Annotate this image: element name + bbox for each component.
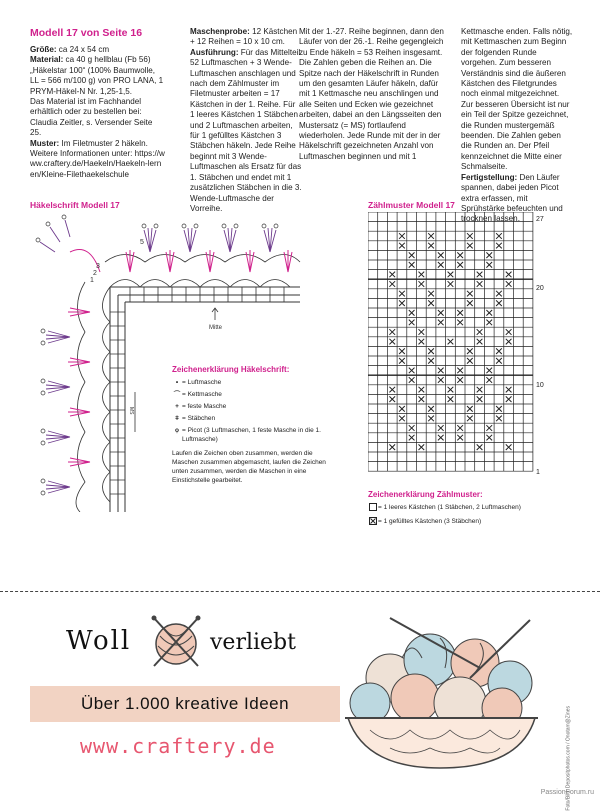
filled-box <box>467 416 473 422</box>
filled-box <box>399 348 405 354</box>
filled-box <box>457 252 463 258</box>
row-label: 20 <box>536 285 544 292</box>
legend-item: = 1 gefülltes Kästchen (3 Stäbchen) <box>368 517 548 528</box>
filled-box <box>486 435 492 441</box>
filled-box <box>419 444 425 450</box>
filled-box <box>496 291 502 297</box>
text-column-4: Kettmasche enden. Falls nötig, mit Kettmaschen zum Beginn der folgenden Runde vorgehen. Zum besseren Verständnis sind die äußeren Kästchen des Filetgrundes noch einmal mitgezeichnet. Zur besseren Übersicht ist nur ein Teil der Spitze gezeichnet, die Runden mustergemäß beenden. Die Zahlen geben die Runden an. Der Pfeil kennzeichnet die Mitte einer Schmalseite. Fertigstellung: Den Läufer spannen, dabei jeden Picot extra erfassen, mit Sprühstärke befeuchten und trocknen lassen. <box>461 27 573 224</box>
filled-box <box>428 300 434 306</box>
filled-box <box>457 262 463 268</box>
brand-woll: Woll <box>66 626 132 656</box>
legend-item: ǂ = Stäbchen <box>172 414 332 423</box>
filled-box <box>457 320 463 326</box>
filled-box <box>477 396 483 402</box>
filled-box <box>438 320 444 326</box>
website-link[interactable]: www.craftery.de <box>80 734 276 758</box>
filled-box <box>486 262 492 268</box>
model-title: Modell 17 von Seite 16 <box>30 27 143 39</box>
filled-box <box>399 416 405 422</box>
filled-box <box>457 425 463 431</box>
filled-box <box>448 387 454 393</box>
filled-box <box>428 416 434 422</box>
count-legend <box>368 490 548 531</box>
filled-box <box>467 233 473 239</box>
filled-box <box>457 377 463 383</box>
filled-box <box>486 310 492 316</box>
filled-box <box>428 358 434 364</box>
filled-box <box>467 358 473 364</box>
filled-box <box>409 320 415 326</box>
filled-box <box>496 233 502 239</box>
filled-box <box>477 387 483 393</box>
filled-box <box>496 406 502 412</box>
filled-box <box>486 377 492 383</box>
filled-box <box>409 262 415 268</box>
mitte-label: Mitte <box>209 325 223 331</box>
filled-box <box>477 281 483 287</box>
filled-box <box>448 272 454 278</box>
filled-box <box>409 310 415 316</box>
filled-box <box>438 310 444 316</box>
filled-box <box>457 310 463 316</box>
filled-box <box>419 272 425 278</box>
filled-box <box>409 252 415 258</box>
legend-item: ⌒ = Kettmasche <box>173 391 222 398</box>
text-column-1: Modell 17 von Seite 16 Größe: ca 24 x 54 cm Material: ca 40 g hellblau (Fb 56) „Häkelstar 100“ (100% Baumwolle, LL = 566 m/100 g) von PRO LANA, 1 PRYM-Häkel-N Nr. 1,25-1,5. Das Material ist im Fachhandel erhältlich oder zu bestellen bei: Claudia Zeitler, s. Versender Seite 25. Muster: Im Filetmuster 2 häkeln. Weitere Informationen unter: https://www.craftery.de/Haekeln/Haekeln-lernen/Kleine-Filethaekelschule <box>30 27 165 179</box>
filled-box <box>506 387 512 393</box>
filled-box <box>438 252 444 258</box>
filled-box <box>448 339 454 345</box>
filled-box <box>438 425 444 431</box>
filled-box <box>506 339 512 345</box>
filled-box <box>399 406 405 412</box>
picot-icon: ọ <box>175 427 179 434</box>
filled-box <box>477 329 483 335</box>
filled-box <box>438 262 444 268</box>
filled-box <box>477 272 483 278</box>
info-link: Weitere Informationen unter: https://www.craftery.de/Haekeln/Haekeln-lernen/Kleine-Filethaekelschule <box>30 149 165 179</box>
filled-box <box>506 272 512 278</box>
photo-credit: Foto/Bild: Depositphotos.com / Onotam@Zines <box>566 706 572 811</box>
slogan-banner: Über 1.000 kreative Ideen <box>30 686 340 722</box>
filled-box <box>419 387 425 393</box>
filled-box <box>428 243 434 249</box>
single-crochet-icon: + <box>175 403 179 410</box>
count-chart <box>368 212 548 474</box>
filled-box-icon <box>368 517 378 528</box>
filled-box <box>477 444 483 450</box>
filled-box <box>399 233 405 239</box>
crochet-chart-title: Häkelschrift Modell 17 <box>30 200 120 210</box>
filled-box <box>477 339 483 345</box>
filled-box <box>438 435 444 441</box>
filled-box <box>419 339 425 345</box>
legend-item: ọ = Picot (3 Luftmaschen, 1 feste Masche in die 1. Luftmasche) <box>172 426 332 444</box>
double-crochet-icon: ǂ <box>175 415 179 422</box>
filled-box <box>486 425 492 431</box>
filled-box <box>496 348 502 354</box>
filled-box <box>467 406 473 412</box>
filled-box <box>389 329 395 335</box>
filled-box <box>389 339 395 345</box>
filled-box <box>496 416 502 422</box>
round-label: 2 <box>93 270 97 277</box>
filled-box <box>448 396 454 402</box>
filled-box <box>506 281 512 287</box>
filled-box <box>467 300 473 306</box>
filled-box <box>506 444 512 450</box>
filled-box <box>419 281 425 287</box>
filled-box <box>389 444 395 450</box>
round-label: 5 <box>140 239 144 246</box>
round-label: 1 <box>90 277 94 284</box>
filled-box <box>467 291 473 297</box>
ms-label: MS <box>128 407 134 415</box>
filled-box <box>428 406 434 412</box>
filled-box <box>438 377 444 383</box>
filled-box <box>496 243 502 249</box>
filled-box <box>409 425 415 431</box>
filled-box <box>409 377 415 383</box>
row-label: 1 <box>536 469 540 474</box>
filled-box <box>457 368 463 374</box>
filled-box <box>409 435 415 441</box>
legend-item: + = feste Masche <box>172 402 332 411</box>
filled-box <box>399 300 405 306</box>
legend-note: Laufen die Zeichen oben zusammen, werden die Maschen zusammen abgemascht, laufen die Zeichen unten zusammen, werden die Maschen in eine Einstichstelle gearbeitet. <box>172 450 326 484</box>
text-column-2: Maschenprobe: 12 Kästchen + 12 Reihen = 10 x 10 cm. Ausführung: Für das Mittelteil 52 Luftmaschen + 3 Wende-Luftmaschen anschlagen und nach dem Zählmuster im Filetmuster arbeiten = 17 Kästchen in der 1. Reihe. Für 1 leeres Kästchen 1 Stäbchen und 2 Luftmaschen arbeiten, für 1 gefülltes Kästchen 3 Stäbchen häkeln. Jede Reihe beginnt mit 3 Wende-Luftmaschen als Ersatz für das 1. Stäbchen und endet mit 1 zusätzlichen Stäbchen in die 3. Wende-Luftmasche der Vorreihe. <box>190 27 302 213</box>
filled-box <box>467 243 473 249</box>
legend-item: • = Luftmasche <box>172 378 332 387</box>
filled-box <box>506 329 512 335</box>
filled-box <box>448 281 454 287</box>
filled-box <box>486 368 492 374</box>
filled-box <box>389 272 395 278</box>
divider <box>0 591 600 592</box>
filled-box <box>428 233 434 239</box>
filled-box <box>457 435 463 441</box>
filled-box <box>399 291 405 297</box>
filled-box <box>467 348 473 354</box>
filled-box <box>496 300 502 306</box>
yarn-ball-icon <box>148 614 204 670</box>
footer-watermark: PassionForum.ru <box>540 789 594 796</box>
filled-box <box>389 387 395 393</box>
chain-stitch-icon: • <box>175 379 179 386</box>
crochet-legend-title: Zeichenerklärung Häkelschrift: <box>172 365 290 374</box>
count-legend-title: Zeichenerklärung Zählmuster: <box>368 490 483 499</box>
filled-box <box>389 281 395 287</box>
filled-box <box>496 358 502 364</box>
filled-box <box>438 368 444 374</box>
text-column-3: Mit der 1.-27. Reihe beginnen, dann den Läufer von der 26.-1. Reihe gegengleich zu Ende häkeln = 53 Reihen insgesamt. Die Zahlen geben die Reihen an. Die Spitze nach der Häkelschrift in Runden um den gesamten Läufer häkeln, dafür mit 1 Kettmasche neu anschlingen und alle Seiten und Ecken wie gezeichnet arbeiten, dabei an den Längsseiten den Mustersatz (= MS) fortlaufend wiederholen. Jede Runde mit der in der Häkelschrift gezeichneten Anzahl von Luftmaschen beginnen und mit 1 <box>299 27 444 161</box>
round-label: 3 <box>96 263 100 270</box>
legend-item: = 1 leeres Kästchen (1 Stäbchen, 2 Luftmaschen) <box>368 503 548 514</box>
filled-box <box>486 320 492 326</box>
count-chart-title: Zählmuster Modell 17 <box>368 200 455 210</box>
row-label: 27 <box>536 216 544 223</box>
filled-box <box>506 396 512 402</box>
filled-box <box>419 329 425 335</box>
empty-box-icon <box>368 503 378 514</box>
filled-box <box>409 368 415 374</box>
slip-stitch-icon: ⌒ <box>173 391 181 398</box>
filled-box <box>486 252 492 258</box>
filled-box <box>399 358 405 364</box>
brand-verliebt: verliebt <box>210 630 296 655</box>
filled-box <box>428 348 434 354</box>
yarn-basket-illustration <box>330 608 550 778</box>
crochet-legend <box>172 365 332 485</box>
filled-box <box>428 291 434 297</box>
row-label: 10 <box>536 382 544 389</box>
filled-box <box>419 396 425 402</box>
filled-box <box>399 243 405 249</box>
filled-box <box>389 396 395 402</box>
